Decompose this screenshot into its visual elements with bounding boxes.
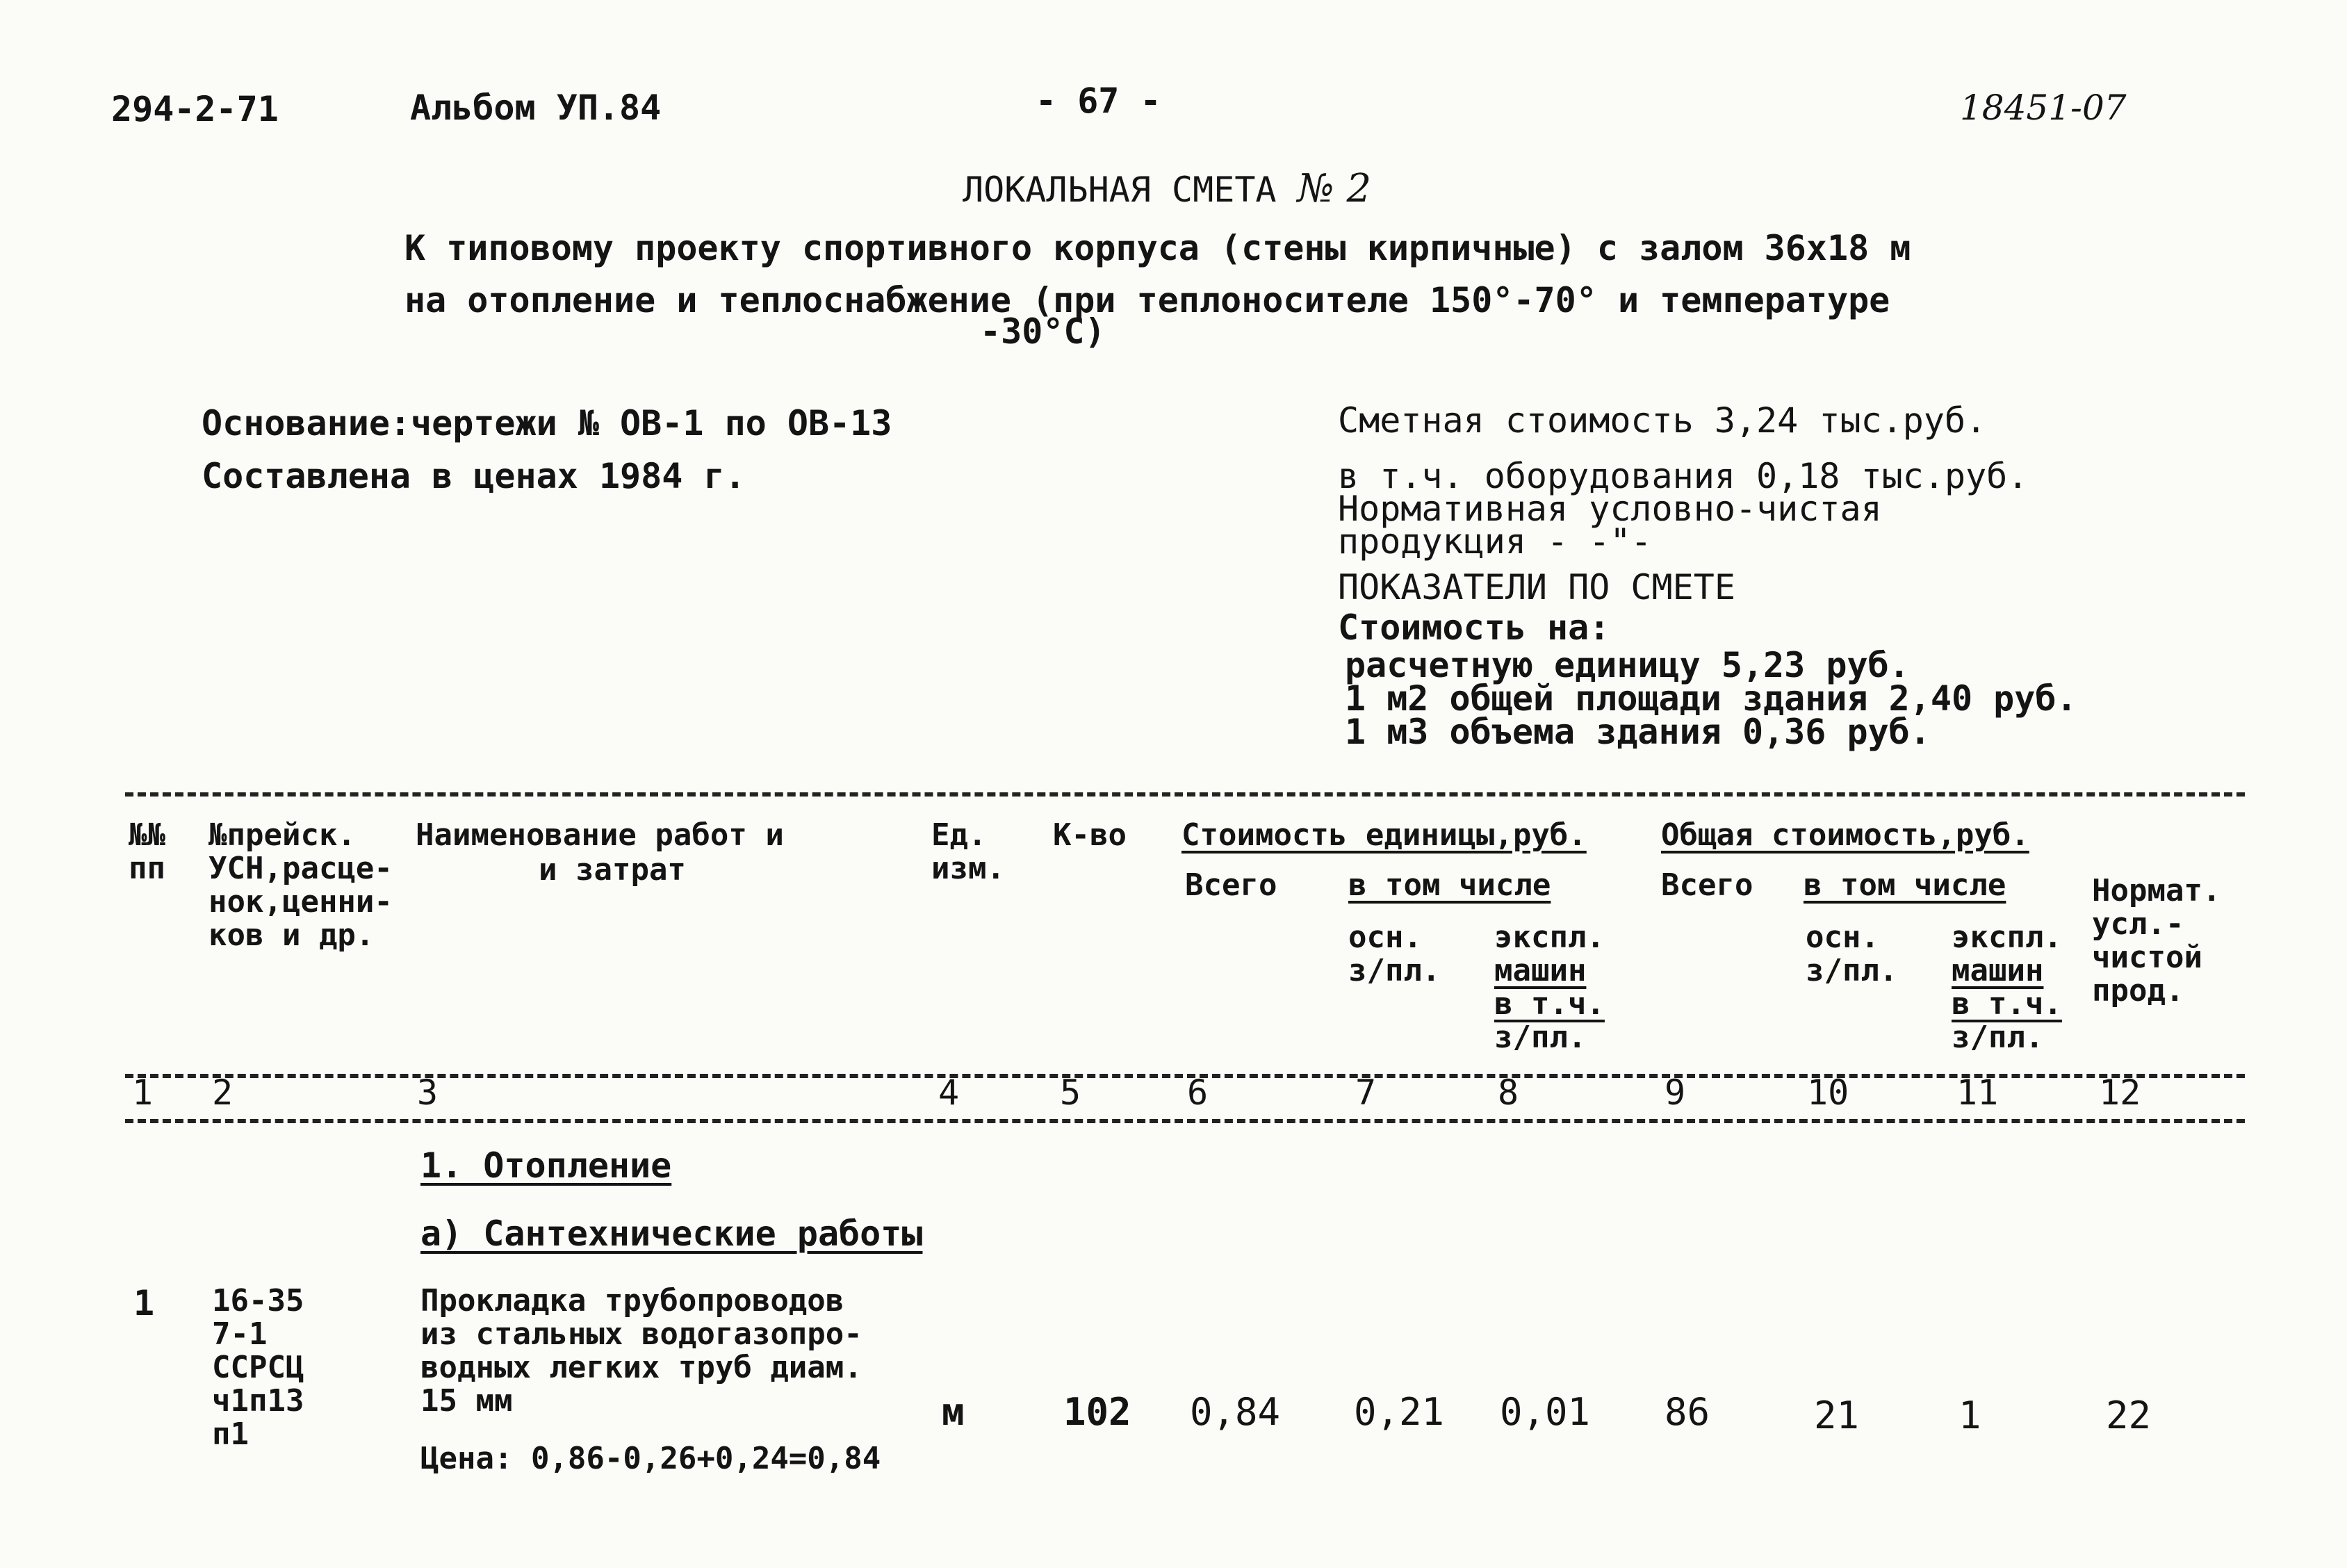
basis-drawings: Основание:чертежи № ОВ-1 по ОВ-13 xyxy=(202,403,892,443)
row-total-wage: 21 xyxy=(1814,1394,1860,1437)
page-number: - 67 - xyxy=(1036,81,1161,121)
row-total: 86 xyxy=(1665,1390,1710,1434)
col-num-8: 8 xyxy=(1498,1072,1519,1113)
cost-per-m3: 1 м3 объема здания 0,36 руб. xyxy=(1345,712,1931,752)
estimated-cost: Сметная стоимость 3,24 тыс.руб. xyxy=(1338,400,1987,441)
title-line-3: -30°С) xyxy=(980,311,1106,352)
header-unit-cost-group: Стоимость единицы,руб. xyxy=(1181,817,1587,853)
header-total-including: в том числе xyxy=(1804,867,2006,903)
row-unit-total: 0,84 xyxy=(1190,1390,1281,1434)
row-work-name: Прокладка трубопроводов из стальных водогазопро- водных легких труб диам. 15 мм xyxy=(420,1283,862,1419)
basis-prices: Составлена в ценах 1984 г. xyxy=(202,456,746,496)
header-total-base-wage: осн. з/пл. xyxy=(1806,920,1898,988)
normative-product-line2: продукция - -"- xyxy=(1338,521,1652,562)
col-num-10: 10 xyxy=(1807,1072,1849,1113)
header-total-cost-group: Общая стоимость,руб. xyxy=(1661,817,2029,853)
normative-product-line1: Нормативная условно-чистая xyxy=(1338,489,1882,529)
col-num-12: 12 xyxy=(2099,1072,2141,1113)
row-total-machines: 1 xyxy=(1958,1394,1981,1437)
registration-number: 18451-07 xyxy=(1960,88,2127,128)
title-line-2: на отопление и теплоснабжение (при теплоносителе 150°-70° и температуре xyxy=(404,280,1890,320)
cost-per-m2: 1 м2 общей площади здания 2,40 руб. xyxy=(1345,678,2077,719)
subsection-heading: а) Сантехнические работы xyxy=(420,1214,923,1254)
row-price-reference: 16-35 7-1 ССРСЦ ч1п13 п1 xyxy=(212,1283,304,1452)
header-price-reference: №прейск. УСН,расце- нок,ценни- ков и др. xyxy=(208,817,393,953)
header-unit-including: в том числе xyxy=(1348,867,1551,903)
estimate-number: № 2 xyxy=(1297,166,1372,211)
row-quantity: 102 xyxy=(1063,1390,1131,1434)
document-title xyxy=(963,166,1372,211)
header-work-name: Наименование работ и xyxy=(416,817,784,853)
album-label: Альбом УП.84 xyxy=(410,88,662,128)
header-normative: Нормат. усл.- чистой прод. xyxy=(2092,873,2221,1008)
row-unit-machines: 0,01 xyxy=(1500,1390,1591,1434)
col-num-6: 6 xyxy=(1187,1072,1209,1113)
column-numbers-rule-bottom xyxy=(125,1119,2245,1123)
header-total-machines: экспл. машин в т.ч. з/пл. xyxy=(1952,920,2062,1055)
header-row-number: №№ пп xyxy=(129,817,165,886)
header-quantity: К-во xyxy=(1053,817,1127,853)
col-num-11: 11 xyxy=(1956,1072,1999,1113)
header-unit: Ед. изм. xyxy=(931,817,1005,886)
cost-on-label: Стоимость на: xyxy=(1338,607,1610,648)
col-num-2: 2 xyxy=(212,1072,234,1113)
row-number: 1 xyxy=(133,1283,155,1323)
header-unit-machines: экспл. машин в т.ч. з/пл. xyxy=(1494,920,1605,1055)
column-numbers-rule-top xyxy=(125,1074,2245,1078)
equipment-cost: в т.ч. оборудования 0,18 тыс.руб. xyxy=(1338,456,2029,496)
document-code: 294-2-71 xyxy=(111,89,279,129)
col-num-4: 4 xyxy=(938,1072,960,1113)
row-normative: 22 xyxy=(2106,1394,2152,1437)
header-total-total: Всего xyxy=(1661,867,1753,903)
estimate-indicators: ПОКАЗАТЕЛИ ПО СМЕТЕ xyxy=(1338,567,1735,607)
header-unit-base-wage: осн. з/пл. xyxy=(1348,920,1441,988)
col-num-3: 3 xyxy=(417,1072,439,1113)
col-num-5: 5 xyxy=(1060,1072,1081,1113)
header-unit-total: Всего xyxy=(1185,867,1277,903)
cost-per-unit: расчетную единицу 5,23 руб. xyxy=(1345,645,1910,685)
table-top-rule xyxy=(125,792,2245,797)
col-num-1: 1 xyxy=(132,1072,154,1113)
row-unit: м xyxy=(942,1390,965,1434)
title-text: ЛОКАЛЬНАЯ СМЕТА xyxy=(963,170,1277,210)
col-num-9: 9 xyxy=(1665,1072,1686,1113)
header-work-name-2: и затрат xyxy=(539,852,686,888)
col-num-7: 7 xyxy=(1355,1072,1377,1113)
row-price-note: Цена: 0,86-0,26+0,24=0,84 xyxy=(420,1441,881,1476)
section-heading: 1. Отопление xyxy=(420,1145,672,1186)
title-line-1: К типовому проекту спортивного корпуса (стены кирпичные) с залом 36х18 м xyxy=(404,228,1911,268)
row-unit-wage: 0,21 xyxy=(1354,1390,1445,1434)
